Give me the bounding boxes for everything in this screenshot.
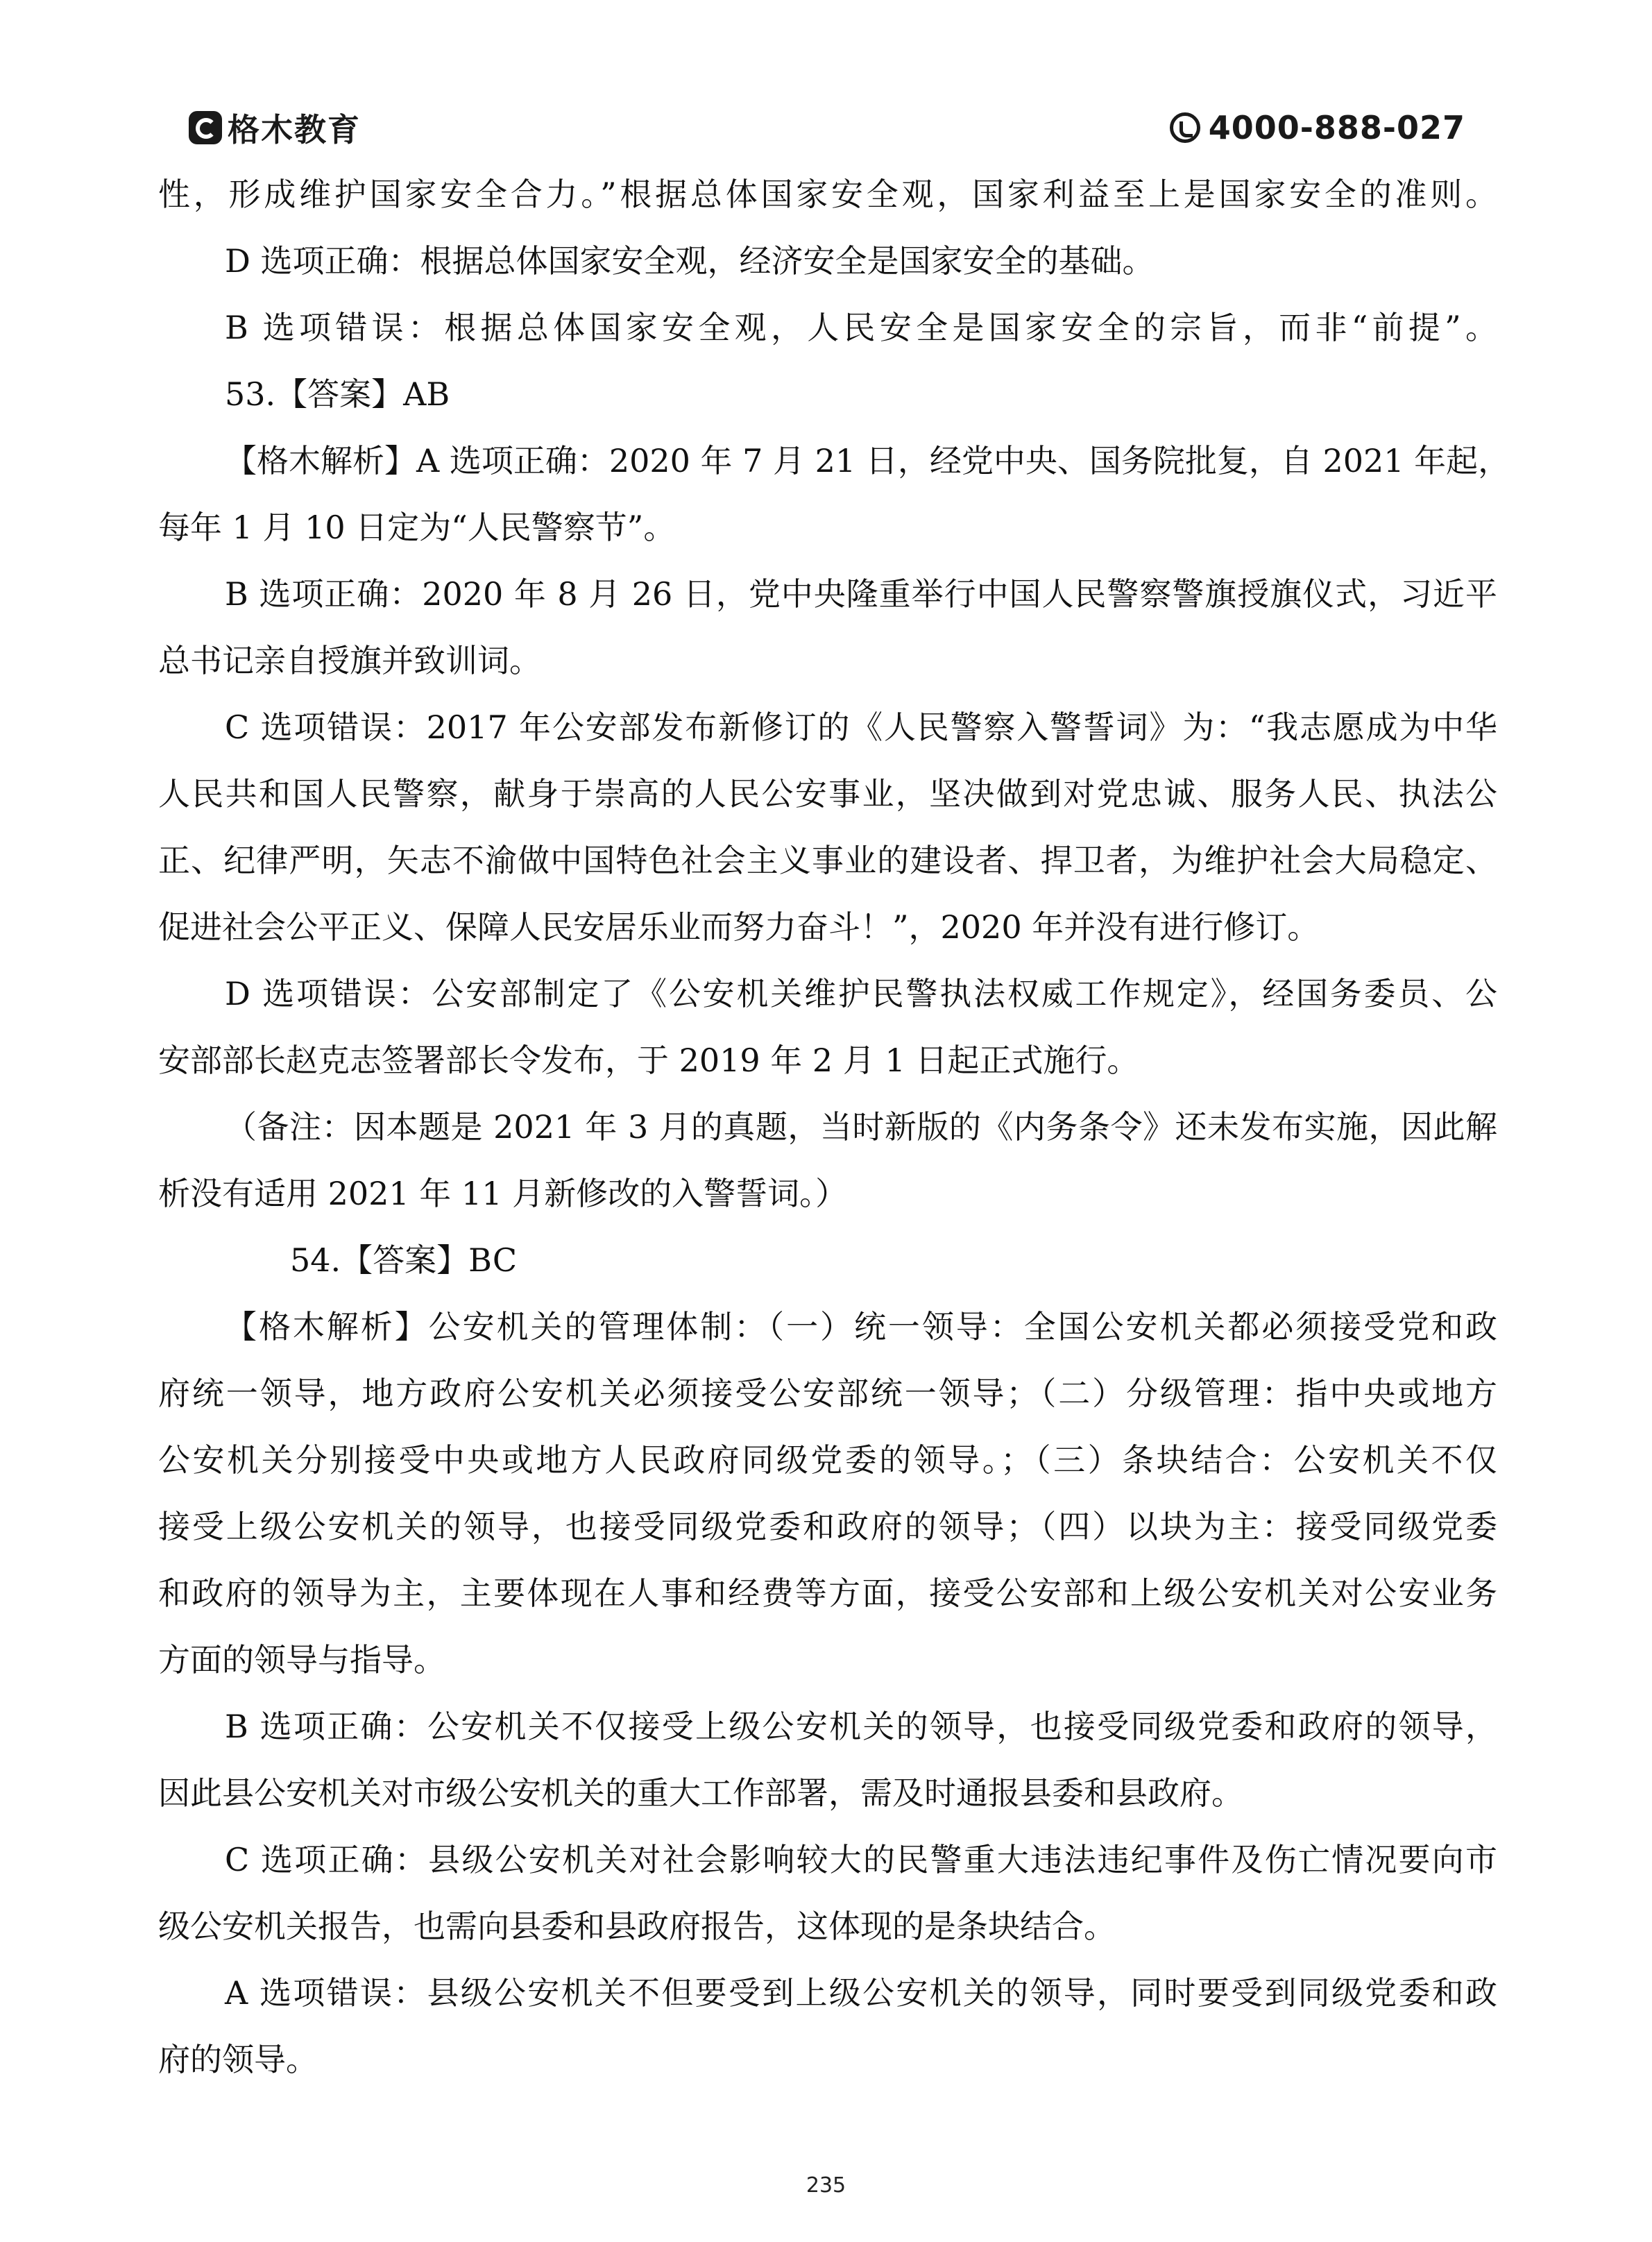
text-line: D 选项正确：根据总体国家安全观，经济安全是国家安全的基础。 [225, 242, 1155, 280]
text-line: 府统一领导，地方政府公安机关必须接受公安部统一领导；（二）分级管理：指中央或地方 [158, 1375, 1497, 1412]
text-line: C 选项错误：2017 年公安部发布新修订的《人民警察入警誓词》为：“我志愿成为中华 [225, 708, 1497, 746]
text-line: 【格木解析】A 选项正确：2020 年 7 月 21 日，经党中央、国务院批复，自 2021 年起， [225, 442, 1510, 479]
text-line: 接受上级公安机关的领导，也接受同级党委和政府的领导；（四）以块为主：接受同级党委 [158, 1508, 1497, 1545]
text-line: 和政府的领导为主，主要体现在人事和经费等方面，接受公安部和上级公安机关对公安业务 [158, 1574, 1497, 1612]
text-line: C 选项正确：县级公安机关对社会影响较大的民警重大违法违纪事件及伤亡情况要向市 [225, 1841, 1497, 1878]
text-line: B 选项正确：2020 年 8 月 26 日，党中央隆重举行中国人民警察警旗授旗仪式，习近平 [225, 575, 1497, 613]
text-line: 安部部长赵克志签署部长令发布，于 2019 年 2 月 1 日起正式施行。 [158, 1042, 1139, 1079]
text-line: A 选项错误：县级公安机关不但要受到上级公安机关的领导，同时要受到同级党委和政 [225, 1974, 1497, 2012]
text-line: B 选项正确：公安机关不仅接受上级公安机关的领导，也接受同级党委和政府的领导， [225, 1708, 1497, 1745]
text-line: 级公安机关报告，也需向县委和县政府报告，这体现的是条块结合。 [158, 1908, 1116, 1945]
phone-icon [1170, 112, 1200, 143]
hotline [1170, 108, 1465, 147]
text-line: 总书记亲自授旗并致训词。 [158, 642, 541, 679]
text-line: 促进社会公平正义、保障人民安居乐业而努力奋斗！”，2020 年并没有进行修订。 [158, 908, 1320, 946]
note-line: （备注：因本题是 2021 年 3 月的真题，当时新版的《内务条令》还未发布实施，因此解 [225, 1108, 1497, 1146]
note-line: 析没有适用 2021 年 11 月新修改的入警誓词。） [158, 1175, 848, 1212]
logo-text: 格木教育 [228, 111, 361, 148]
page-header [189, 104, 1465, 153]
text-line: B 选项错误：根据总体国家安全观，人民安全是国家安全的宗旨，而非“前提”。 [225, 309, 1497, 346]
phone-number: 4000-888-027 [1208, 109, 1465, 146]
text-line: 【格木解析】公安机关的管理体制：（一）统一领导：全国公安机关都必须接受党和政 [225, 1308, 1497, 1345]
text-line: 因此县公安机关对市级公安机关的重大工作部署，需及时通报县委和县政府。 [158, 1774, 1243, 1812]
text-line: 性，形成维护国家安全合力。”根据总体国家安全观，国家利益至上是国家安全的准则。 [158, 176, 1497, 213]
text-line: 公安机关分别接受中央或地方人民政府同级党委的领导。；（三）条块结合：公安机关不仅 [158, 1441, 1497, 1479]
text-line: 方面的领导与指导。 [158, 1641, 445, 1679]
text-line: 府的领导。 [158, 2041, 318, 2078]
text-line: 每年 1 月 10 日定为“人民警察节”。 [158, 509, 676, 546]
text-line: 正、纪律严明，矢志不渝做中国特色社会主义事业的建设者、捍卫者，为维护社会大局稳定、 [158, 842, 1497, 879]
answer-heading-54: 54.【答案】BC [290, 1241, 518, 1279]
page-number: 235 [806, 2173, 846, 2198]
text-line: D 选项错误：公安部制定了《公安机关维护民警执法权威工作规定》，经国务委员、公 [225, 975, 1497, 1012]
answer-heading-53: 53.【答案】AB [225, 375, 450, 413]
brand-logo [189, 108, 361, 147]
logo-icon [189, 111, 222, 144]
text-line: 人民共和国人民警察，献身于崇高的人民公安事业，坚决做到对党忠诚、服务人民、执法公 [158, 775, 1497, 813]
